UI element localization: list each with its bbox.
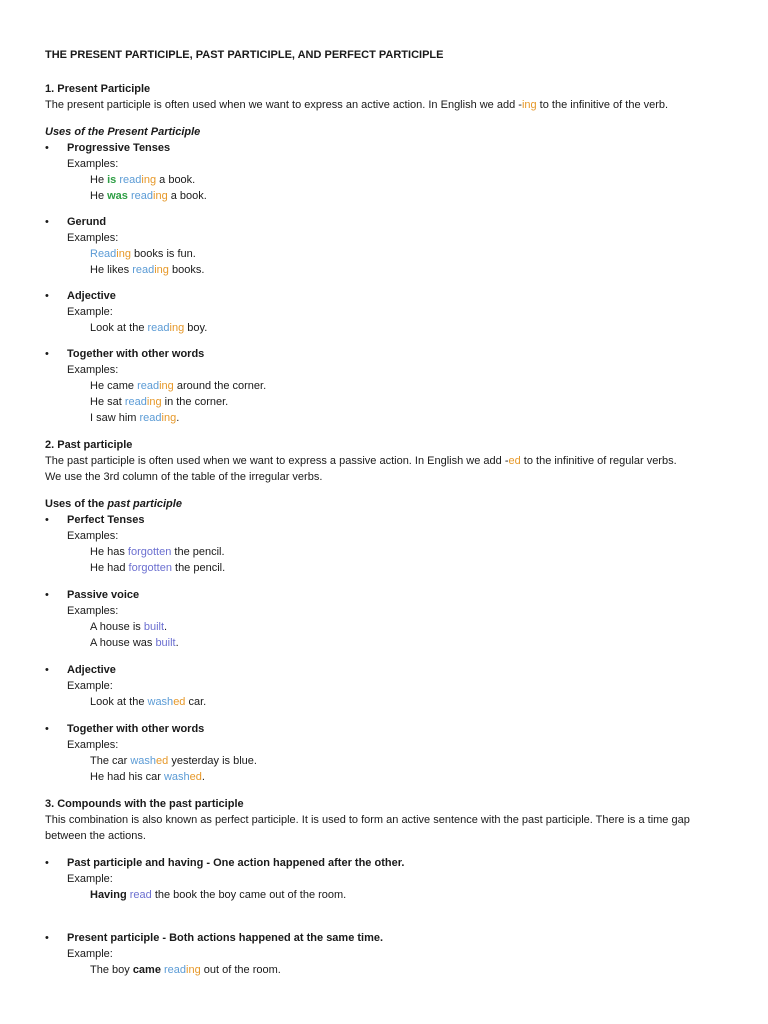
example-sentence (45, 887, 735, 903)
text-run: Uses of the Present Participle (45, 126, 201, 138)
highlighted-text: ing (116, 248, 131, 260)
bullet-icon: • (45, 857, 49, 869)
bullet-icon: • (45, 142, 49, 154)
bullet-item (45, 930, 735, 946)
examples-label: Example: (67, 680, 113, 692)
highlighted-text: read (130, 190, 154, 202)
examples-label: Examples: (67, 158, 119, 170)
bullet-item (45, 662, 735, 678)
text-run: books. (168, 264, 205, 276)
highlighted-text: read (147, 322, 170, 334)
section-heading (45, 81, 735, 97)
example-sentence (45, 635, 735, 651)
document-page (45, 47, 735, 978)
bullet-label: Together with other words (67, 723, 205, 735)
subheading (45, 124, 735, 140)
text-run: the pencil. (171, 546, 225, 558)
text-run: One action (213, 857, 270, 869)
examples-label: Examples: (67, 530, 119, 542)
text-run: after the other. (328, 857, 405, 869)
text-run: He (90, 174, 108, 186)
bullet-icon: • (45, 932, 49, 944)
examples-label: Examples: (67, 364, 119, 376)
text-run: came (132, 964, 161, 976)
text-run: The car (90, 755, 131, 767)
text-run: happened (235, 932, 294, 944)
text-run: - Both (159, 932, 198, 944)
bullet-icon: • (45, 514, 49, 526)
text-run: a book. (167, 190, 207, 202)
examples-label: Examples: (67, 739, 119, 751)
text-run: We use the 3rd column of the table of the irregular verbs. (45, 471, 323, 483)
example-sentence (45, 769, 735, 785)
section-heading (45, 437, 735, 453)
bullet-label: Progressive Tenses (67, 142, 171, 154)
text-run: Present participle (67, 932, 160, 944)
bullet-label: Adjective (67, 664, 116, 676)
bullet-item (45, 288, 735, 304)
text-run: He (90, 190, 108, 202)
document-title: THE PRESENT PARTICIPLE, PAST PARTICIPLE, AND PERFECT PARTICIPLE (45, 49, 444, 61)
paragraph (45, 469, 735, 485)
text-run: I saw him (90, 412, 140, 424)
example-sentence (45, 410, 735, 426)
example-sentence (45, 962, 735, 978)
text-run: A house is (90, 621, 144, 633)
highlighted-text: wash (163, 771, 190, 783)
highlighted-text: read (164, 964, 187, 976)
highlighted-text: ed (189, 771, 202, 783)
text-run: He likes (90, 264, 133, 276)
highlighted-text: forgotten (127, 546, 172, 558)
example-sentence (45, 694, 735, 710)
highlighted-text: ing (169, 322, 185, 334)
paragraph (45, 828, 735, 844)
text-run: the pencil. (171, 562, 226, 574)
text-run: Past participle and having (67, 857, 204, 869)
text-run: yesterday is blue. (168, 755, 257, 767)
bullet-item (45, 587, 735, 603)
highlighted-text: is (107, 174, 117, 186)
example-sentence (45, 753, 735, 769)
text-run: He had (90, 562, 129, 574)
examples-label: Examples: (67, 232, 119, 244)
text-run: This combination is also known as perfect participle. It is used to form an active sentence with the past participle. There is a time gap (45, 814, 690, 826)
text-run: . (164, 621, 168, 633)
example-sentence (45, 246, 735, 262)
bullet-icon: • (45, 216, 49, 228)
example-sentence (45, 262, 735, 278)
bullet-label: Adjective (67, 290, 116, 302)
text-run: boy. (184, 322, 208, 334)
bullet-icon: • (45, 664, 49, 676)
highlighted-text: read (119, 174, 142, 186)
text-run: Uses of the (45, 498, 108, 510)
text-run: around the corner. (173, 380, 267, 392)
highlighted-text: ed (156, 755, 169, 767)
highlighted-text: read (137, 380, 160, 392)
bullet-icon: • (45, 290, 49, 302)
example-sentence (45, 619, 735, 635)
example-sentence (45, 544, 735, 560)
highlighted-text: was (107, 190, 128, 202)
highlighted-text: ing (154, 264, 169, 276)
text-run: car. (185, 696, 207, 708)
text-run: to the infinitive of regular verbs. (520, 455, 677, 467)
bullet-icon: • (45, 589, 49, 601)
bullet-item (45, 721, 735, 737)
text-run: The boy (90, 964, 133, 976)
text-run: the book the boy came out of the room. (151, 889, 347, 901)
bullet-item (45, 346, 735, 362)
highlighted-text: forgotten (128, 562, 172, 574)
highlighted-text: read (132, 264, 155, 276)
text-run: at the same time. (293, 932, 384, 944)
example-sentence (45, 172, 735, 188)
text-run: a book. (156, 174, 196, 186)
text-run: The past participle is often used when we want to express a passive action. In English we add - (45, 455, 509, 467)
document-body (45, 81, 735, 978)
example-sentence (45, 378, 735, 394)
highlighted-text: ing (146, 396, 162, 408)
bullet-item (45, 855, 735, 871)
bullet-label: Gerund (67, 216, 107, 228)
text-run: - (203, 857, 214, 869)
example-sentence (45, 560, 735, 576)
bullet-label: Passive voice (67, 589, 140, 601)
text-run: Having (90, 889, 127, 901)
text-run: happened (269, 857, 329, 869)
highlighted-text: ed (508, 455, 521, 467)
text-run: He sat (90, 396, 125, 408)
highlighted-text: ed (173, 696, 186, 708)
text-run: He came (90, 380, 138, 392)
text-run: 3. Compounds with the past participle (45, 798, 244, 810)
section-heading (45, 796, 735, 812)
highlighted-text: ing (186, 964, 201, 976)
highlighted-text: built (155, 637, 176, 649)
bullet-icon: • (45, 348, 49, 360)
example-sentence (45, 394, 735, 410)
text-run: books is fun. (130, 248, 196, 260)
text-run: Look at the (90, 696, 148, 708)
highlighted-text: ing (159, 380, 174, 392)
bullet-label: Together with other words (67, 348, 205, 360)
highlighted-text: wash (130, 755, 157, 767)
highlighted-text: ing (153, 190, 168, 202)
examples-label: Example: (67, 306, 113, 318)
highlighted-text: read (124, 396, 147, 408)
text-run: He had his car (90, 771, 164, 783)
text-run: The present participle is often used when we want to express an active action. In English we add - (45, 99, 522, 111)
text-run: . (175, 637, 179, 649)
text-run: out of the room. (200, 964, 281, 976)
highlighted-text: read (129, 889, 152, 901)
text-run: actions (197, 932, 236, 944)
bullet-label: Perfect Tenses (67, 514, 145, 526)
text-run: in the corner. (161, 396, 229, 408)
bullet-item (45, 512, 735, 528)
highlighted-text: ing (521, 99, 537, 111)
text-run: 1. Present Participle (45, 83, 151, 95)
text-run: A house was (90, 637, 156, 649)
example-sentence (45, 188, 735, 204)
highlighted-text: wash (147, 696, 174, 708)
highlighted-text: built (143, 621, 165, 633)
text-run: . (201, 771, 205, 783)
paragraph (45, 97, 735, 113)
highlighted-text: ing (141, 174, 157, 186)
bullet-icon: • (45, 723, 49, 735)
paragraph (45, 812, 735, 828)
example-sentence (45, 320, 735, 336)
text-run: 2. Past participle (45, 439, 133, 451)
text-run: to the infinitive of the verb. (536, 99, 669, 111)
subheading (45, 496, 735, 512)
highlighted-text: read (139, 412, 162, 424)
examples-label: Example: (67, 873, 113, 885)
bullet-item (45, 140, 735, 156)
examples-label: Examples: (67, 605, 119, 617)
text-run: past participle (107, 498, 182, 510)
text-run: . (176, 412, 180, 424)
examples-label: Example: (67, 948, 113, 960)
text-run: between the actions. (45, 830, 146, 842)
text-run: He has (90, 546, 128, 558)
highlighted-text: ing (161, 412, 177, 424)
highlighted-text: Read (90, 248, 117, 260)
text-run: Look at the (90, 322, 148, 334)
bullet-item (45, 214, 735, 230)
paragraph (45, 453, 735, 469)
